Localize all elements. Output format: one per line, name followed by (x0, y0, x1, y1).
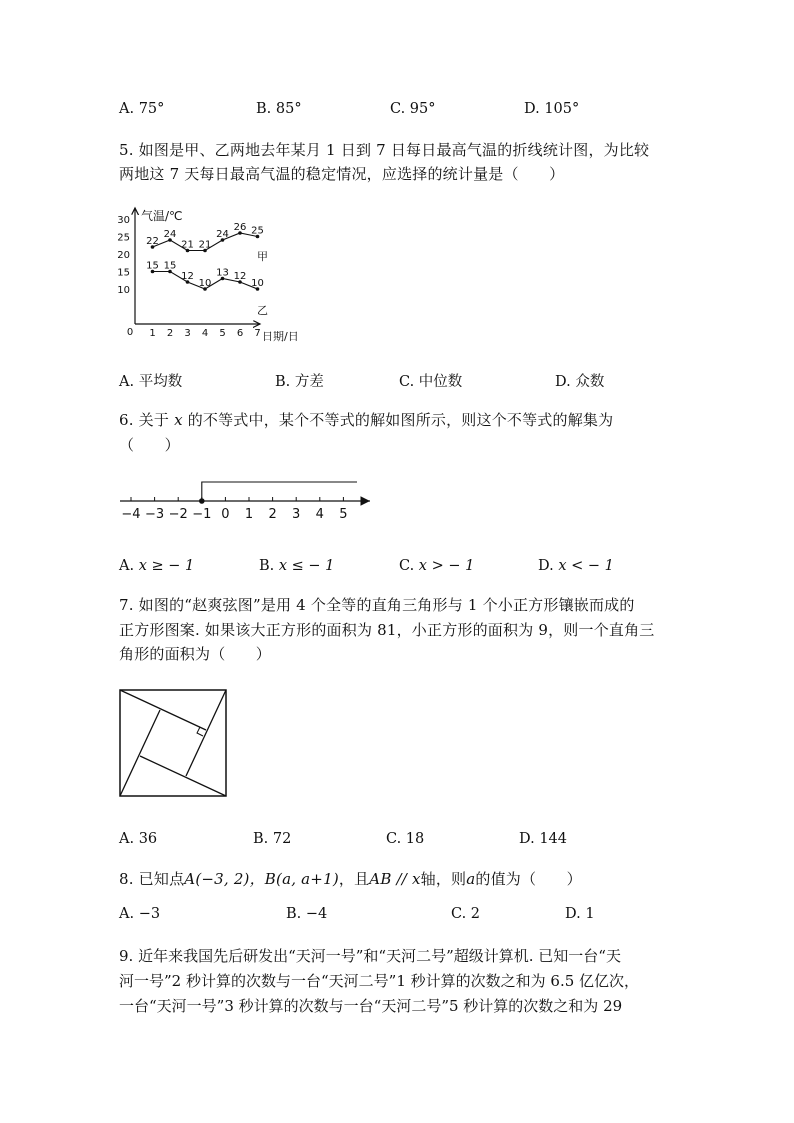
q7-text-line-1: 7. 如图的“赵爽弦图”是用 4 个全等的直角三角形与 1 个小正方形镶嵌而成的 (119, 596, 635, 614)
tick-label: 3 (292, 507, 301, 522)
x-tick-label: 1 (149, 328, 156, 339)
y-tick-label: 15 (117, 267, 130, 279)
solid-point (199, 498, 205, 504)
data-label: 10 (198, 278, 212, 289)
data-label: 12 (233, 271, 247, 282)
option-c[interactable]: C. x > − 1 (399, 558, 475, 574)
option-b[interactable]: B. x ≤ − 1 (259, 558, 335, 574)
data-label: 13 (216, 267, 229, 279)
zhao-shuang-diagram (118, 688, 230, 800)
y-axis-label: 气温/℃ (141, 209, 183, 223)
q5-text-line-1: 5. 如图是甲、乙两地去年某月 1 日到 7 日每日最高气温的折线统计图，为比较 (119, 141, 650, 159)
tick-label: 0 (221, 507, 230, 522)
option-a[interactable]: A. 平均数 (119, 374, 183, 390)
data-label: 15 (163, 260, 177, 272)
q9-text-line-2: 河一号”2 秒计算的次数与一台“天河二号”1 秒计算的次数之和为 6.5 亿亿次， (119, 972, 640, 990)
option-d[interactable]: D. x < − 1 (538, 558, 614, 574)
option-c[interactable]: C. 中位数 (399, 374, 463, 390)
q8-text: 8. 已知点A(−3, 2)，B(a, a+1)，且AB // x轴，则a的值为（ ） (119, 870, 582, 888)
option-c[interactable]: C. 2 (451, 906, 481, 922)
x-tick-label: 4 (201, 328, 209, 339)
option-b[interactable]: B. −4 (286, 906, 328, 922)
y-tick-labels (117, 215, 130, 296)
option-d[interactable]: D. 144 (519, 831, 568, 847)
q6-text-line-1: 6. 关于 x 的不等式中，某个不等式的解如图所示，则这个不等式的解集为 (119, 411, 614, 429)
q6-text-line-2: （ ） (119, 436, 180, 454)
option-b[interactable]: B. 85° (256, 101, 302, 117)
data-label: 10 (251, 278, 264, 289)
tick-label: −3 (145, 507, 165, 522)
data-label: 26 (233, 222, 247, 233)
series-b-label: 乙 (257, 304, 268, 317)
y-tick-label: 25 (117, 232, 130, 244)
triangle-hypotenuse-2 (186, 690, 226, 776)
data-label: 22 (146, 236, 159, 247)
q9-text-line-3: 一台“天河一号”3 秒计算的次数与一台“天河二号”5 秒计算的次数之和为 29 (119, 997, 623, 1015)
x-tick-label: 2 (166, 328, 174, 339)
large-square (120, 690, 226, 796)
triangle-hypotenuse-3 (140, 756, 226, 796)
y-tick-label: 10 (117, 285, 130, 296)
data-label: 21 (181, 239, 194, 251)
tick-label: −4 (121, 507, 141, 522)
tick-label: 4 (315, 507, 324, 522)
data-label: 25 (251, 225, 264, 237)
x-tick-labels (149, 328, 260, 339)
option-c[interactable]: C. 95° (390, 101, 436, 117)
option-d[interactable]: D. 众数 (555, 374, 605, 390)
triangle-hypotenuse-4 (120, 710, 160, 796)
tick-label: −1 (192, 507, 212, 522)
option-a[interactable]: A. −3 (119, 906, 161, 922)
x-tick-label: 7 (254, 328, 261, 339)
option-a[interactable]: A. 75° (119, 101, 165, 117)
data-label: 21 (198, 239, 212, 251)
option-a[interactable]: A. x ≥ − 1 (119, 558, 195, 574)
triangle-hypotenuse-1 (120, 690, 206, 730)
y-tick-label: 20 (117, 250, 130, 261)
data-label: 24 (216, 229, 229, 240)
q9-text-line-1: 9. 近年来我国先后研发出“天河一号”和“天河二号”超级计算机. 已知一台“天 (119, 947, 621, 965)
option-d[interactable]: D. 1 (565, 906, 595, 922)
tick-label: 1 (244, 507, 254, 522)
x-tick-label: 3 (184, 328, 191, 339)
origin-label: 0 (126, 327, 134, 338)
x-axis-label: 日期/日 (262, 330, 299, 343)
x-tick-label: 6 (236, 328, 244, 339)
option-b[interactable]: B. 方差 (275, 374, 324, 390)
temperature-line-chart (115, 200, 315, 350)
tick-label: −2 (168, 507, 188, 522)
x-tick-label: 5 (219, 328, 226, 339)
data-label: 24 (163, 229, 177, 240)
series-a-label: 甲 (257, 250, 268, 263)
number-line (115, 475, 380, 530)
q7-text-line-2: 正方形图案. 如果该大正方形的面积为 81，小正方形的面积为 9，则一个直角三 (119, 621, 655, 639)
data-label: 12 (181, 271, 194, 282)
option-c[interactable]: C. 18 (386, 831, 425, 847)
y-tick-label: 30 (117, 215, 130, 226)
q5-text-line-2: 两地这 7 天每日最高气温的稳定情况，应选择的统计量是（ ） (119, 165, 565, 183)
option-d[interactable]: D. 105° (524, 101, 580, 117)
data-label: 15 (146, 260, 159, 272)
option-b[interactable]: B. 72 (253, 831, 292, 847)
chart-series (146, 222, 264, 291)
tick-label: 2 (268, 507, 277, 522)
q7-text-line-3: 角形的面积为（ ） (119, 645, 272, 663)
tick-label: 5 (339, 507, 348, 522)
option-a[interactable]: A. 36 (119, 831, 158, 847)
